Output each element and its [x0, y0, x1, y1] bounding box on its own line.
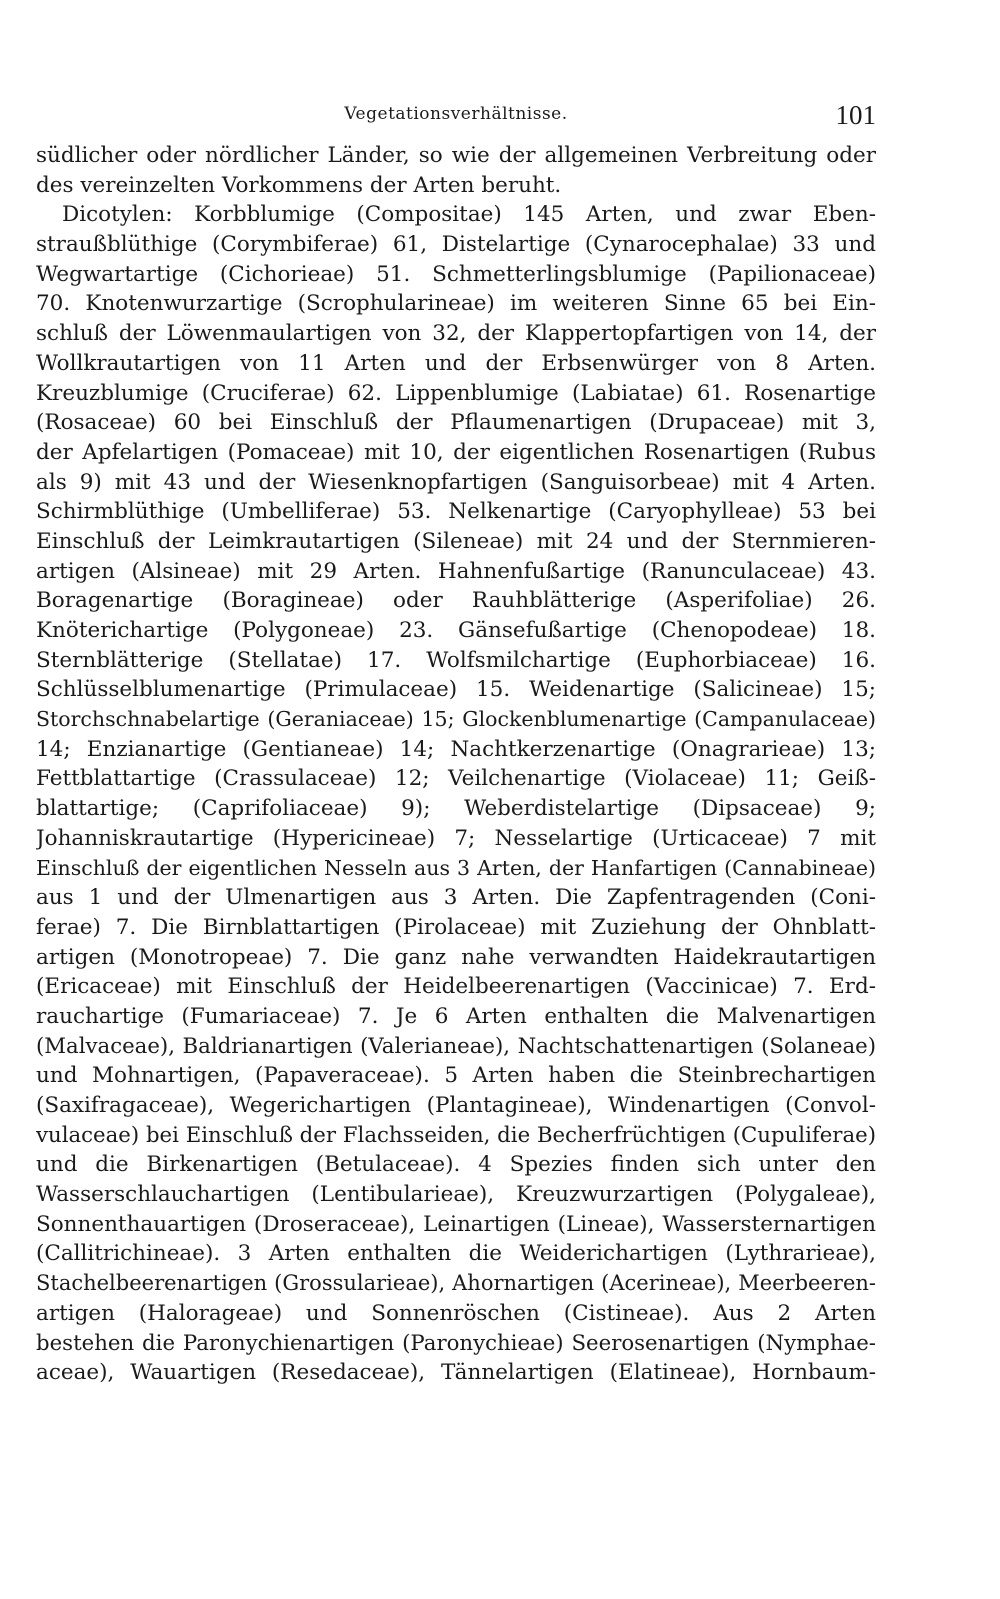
text-line: Dicotylen: Korbblumige (Compositae) 145 Arten, und zwar Eben-: [62, 202, 876, 228]
text-line: Kreuzblumige (Cruciferae) 62. Lippenblumige (Labiatae) 61. Rosenartige: [36, 380, 876, 406]
body-text: [36, 141, 876, 1418]
text-line: artigen (Alsineae) mit 29 Arten. Hahnenfußartige (Ranunculaceae) 43.: [36, 558, 876, 584]
page-header: [36, 100, 876, 136]
page-number: 101: [835, 100, 876, 130]
text-line: Stachelbeerenartigen (Grossularieae), Ahornartigen (Acerineae), Meerbeeren-: [36, 1271, 876, 1296]
text-line: rauchartige (Fumariaceae) 7. Je 6 Arten enthalten die Malvenartigen: [36, 1003, 876, 1029]
text-line: Schirmblüthige (Umbelliferae) 53. Nelkenartige (Caryophylleae) 53 bei: [36, 499, 876, 525]
text-line: Einschluß der Leimkrautartigen (Sileneae) mit 24 und der Sternmieren-: [36, 528, 876, 554]
text-line: aus 1 und der Ulmenartigen aus 3 Arten. Die Zapfentragenden (Coni-: [36, 885, 876, 911]
text-line: Knöterichartige (Polygoneae) 23. Gänsefußartige (Chenopodeae) 18.: [36, 618, 876, 643]
text-line: Sternblätterige (Stellatae) 17. Wolfsmilchartige (Euphorbiaceae) 16.: [36, 647, 876, 673]
text-line: schluß der Löwenmaulartigen von 32, der Klappertopfartigen von 14, der: [36, 321, 876, 347]
text-line: aceae), Wauartigen (Resedaceae), Tännelartigen (Elatineae), Hornbaum-: [36, 1360, 876, 1386]
text-line: vulaceae) bei Einschluß der Flachsseiden, die Becherfrüchtigen (Cupuliferae): [36, 1122, 876, 1148]
text-line: Einschluß der eigentlichen Nesseln aus 3 Arten, der Hanfartigen (Cannabineae): [36, 855, 876, 880]
text-line: Wasserschlauchartigen (Lentibularieae), Kreuzwurzartigen (Polygaleae),: [36, 1182, 876, 1208]
text-line: [36, 1388, 876, 1418]
text-line: straußblüthige (Corymbiferae) 61, Distelartige (Cynarocephalae) 33 und: [36, 232, 876, 258]
text-line: Sonnenthauartigen (Droseraceae), Leinartigen (Lineae), Wassersternartigen: [36, 1211, 876, 1237]
text-line: südlicher oder nördlicher Länder, so wie der allgemeinen Verbreitung oder: [36, 143, 876, 168]
running-head: Vegetationsverhältnisse.: [344, 104, 568, 124]
text-line: ferae) 7. Die Birnblattartigen (Pirolaceae) mit Zuziehung der Ohnblatt-: [36, 914, 876, 940]
text-line: als 9) mit 43 und der Wiesenknopfartigen (Sanguisorbeae) mit 4 Arten.: [36, 469, 876, 495]
text-line: 70. Knotenwurzartige (Scrophularineae) im weiteren Sinne 65 bei Ein-: [36, 291, 876, 317]
text-line: (Malvaceae), Baldrianartigen (Valerianeae), Nachtschattenartigen (Solaneae): [36, 1033, 876, 1059]
text-line: Storchschnabelartige (Geraniaceae) 15; Glockenblumenartige (Campanulaceae): [36, 707, 876, 732]
text-line: und Mohnartigen, (Papaveraceae). 5 Arten haben die Steinbrechartigen: [36, 1063, 876, 1089]
text-line: der Apfelartigen (Pomaceae) mit 10, der eigentlichen Rosenartigen (Rubus: [36, 439, 876, 465]
text-line: blattartige; (Caprifoliaceae) 9); Weberdistelartige (Dipsaceae) 9;: [36, 796, 876, 822]
text-line: Johanniskrautartige (Hypericineae) 7; Nesselartige (Urticaceae) 7 mit: [36, 825, 876, 851]
text-line: Wegwartartige (Cichorieae) 51. Schmetterlingsblumige (Papilionaceae): [36, 261, 876, 287]
text-line: Boragenartige (Boragineae) oder Rauhblätterige (Asperifoliae) 26.: [36, 588, 876, 614]
text-line: Wollkrautartigen von 11 Arten und der Erbsenwürger von 8 Arten.: [36, 350, 876, 376]
text-line: bestehen die Paronychienartigen (Paronychieae) Seerosenartigen (Nymphae-: [36, 1330, 876, 1356]
text-line: Fettblattartige (Crassulaceae) 12; Veilchenartige (Violaceae) 11; Geiß-: [36, 766, 876, 792]
text-line: und die Birkenartigen (Betulaceae). 4 Spezies finden sich unter den: [36, 1152, 876, 1178]
text-line: artigen (Monotropeae) 7. Die ganz nahe verwandten Haidekrautartigen: [36, 944, 876, 970]
text-line: Schlüsselblumenartige (Primulaceae) 15. Weidenartige (Salicineae) 15;: [36, 677, 876, 703]
text-line: (Rosaceae) 60 bei Einschluß der Pflaumenartigen (Drupaceae) mit 3,: [36, 410, 876, 436]
text-line: 14; Enzianartige (Gentianeae) 14; Nachtkerzenartige (Onagrarieae) 13;: [36, 736, 876, 762]
text-line: (Saxifragaceae), Wegerichartigen (Plantagineae), Windenartigen (Convol-: [36, 1093, 876, 1118]
text-line: artigen (Halorageae) und Sonnenröschen (Cistineae). Aus 2 Arten: [36, 1300, 876, 1326]
text-line: des vereinzelten Vorkommens der Arten beruht.: [36, 172, 562, 198]
text-line: (Ericaceae) mit Einschluß der Heidelbeerenartigen (Vaccinicae) 7. Erd-: [36, 974, 876, 1000]
text-line: (Callitrichineae). 3 Arten enthalten die Weiderichartigen (Lythrarieae),: [36, 1241, 876, 1267]
